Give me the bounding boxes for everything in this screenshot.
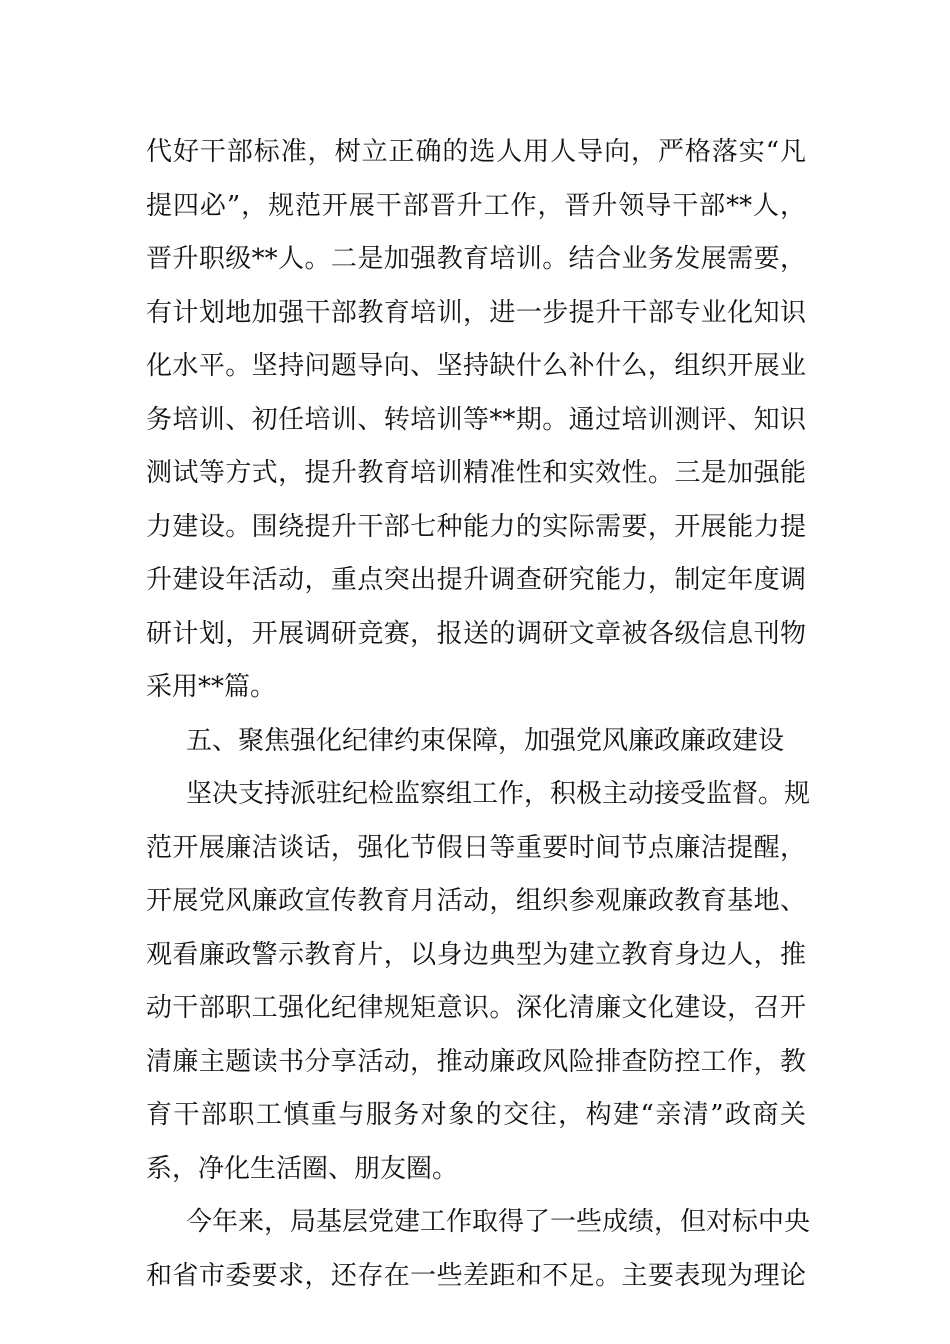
text-line: 升建设年活动，重点突出提升调查研究能力，制定年度调 [146, 565, 806, 595]
text-line: 力建设。围绕提升干部七种能力的实际需要，开展能力提 [146, 511, 806, 542]
text-line: 化水平。坚持问题导向、坚持缺什么补什么，组织开展业 [146, 351, 806, 381]
paragraph-first-line: 坚决支持派驻纪检监察组工作，积极主动接受监督。规 [186, 779, 811, 809]
text-line: 采用**篇。 [146, 672, 277, 702]
text-line: 务培训、初任培训、转培训等**期。通过培训测评、知识 [146, 404, 806, 435]
text-line: 代好干部标准，树立正确的选人用人导向，严格落实“凡 [146, 137, 806, 167]
text-line: 清廉主题读书分享活动，推动廉政风险排查防控工作，教 [146, 1046, 806, 1077]
text-line: 提四必”，规范开展干部晋升工作，晋升领导干部**人， [146, 190, 806, 221]
text-line: 晋升职级**人。二是加强教育培训。结合业务发展需要， [146, 244, 806, 274]
section-heading: 五、聚焦强化纪律约束保障，加强党风廉政廉政建设 [186, 725, 785, 756]
text-line: 开展党风廉政宣传教育月活动，组织参观廉政教育基地、 [146, 886, 806, 916]
text-line: 范开展廉洁谈话，强化节假日等重要时间节点廉洁提醒， [146, 832, 806, 863]
text-line: 研计划，开展调研竞赛，报送的调研文章被各级信息刊物 [146, 618, 806, 649]
text-line: 动干部职工强化纪律规矩意识。深化清廉文化建设，召开 [146, 993, 806, 1023]
text-line: 测试等方式，提升教育培训精准性和实效性。三是加强能 [146, 458, 806, 488]
body-text [146, 126, 811, 1303]
text-line: 系，净化生活圈、朋友圈。 [146, 1153, 459, 1184]
paragraph-first-line: 今年来，局基层党建工作取得了一些成绩，但对标中央 [186, 1207, 811, 1237]
text-line: 和省市委要求，还存在一些差距和不足。主要表现为理论 [146, 1260, 806, 1291]
text-line: 观看廉政警示教育片，以身边典型为建立教育身边人，推 [146, 939, 806, 970]
text-line: 有计划地加强干部教育培训，进一步提升干部专业化知识 [146, 297, 806, 328]
text-line: 育干部职工慎重与服务对象的交往，构建“亲清”政商关 [146, 1100, 806, 1130]
